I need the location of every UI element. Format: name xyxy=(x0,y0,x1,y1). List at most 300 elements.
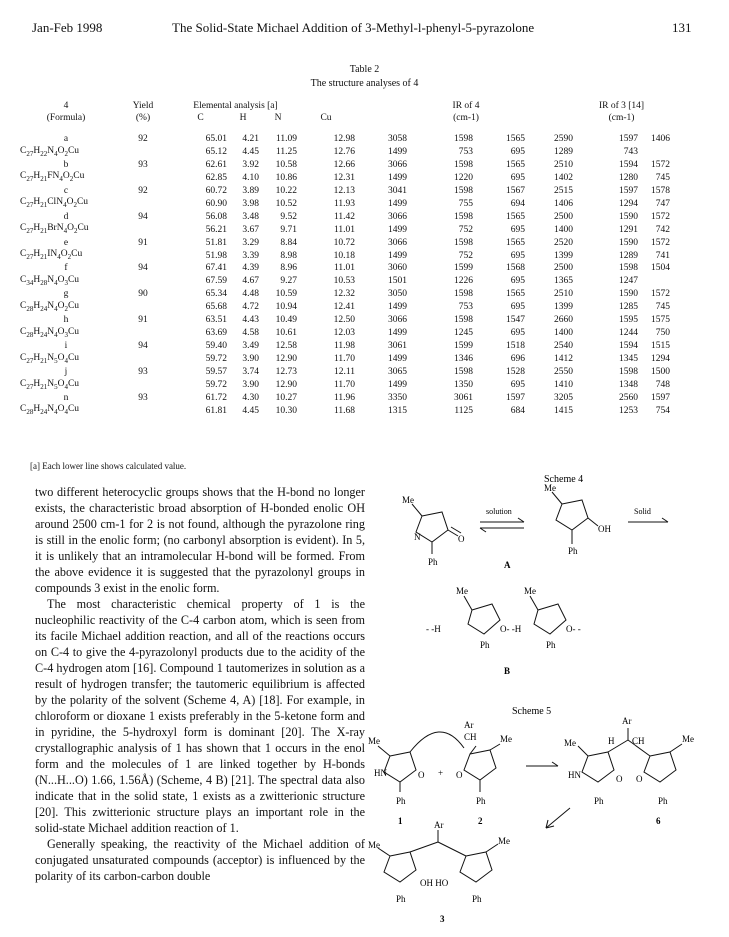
table-cell: 1399 xyxy=(554,302,573,313)
ph-label: Ph xyxy=(396,894,406,904)
oh-label: OH xyxy=(598,524,611,534)
table-cell: 1565 xyxy=(506,134,525,144)
table-cell-compound: h xyxy=(63,315,69,326)
h-label: H xyxy=(608,736,615,746)
table-row xyxy=(20,275,670,289)
table-cell: 695 xyxy=(510,302,525,313)
table-cell: 65.68 xyxy=(205,302,227,313)
hn-label: HN xyxy=(568,770,581,780)
table-cell: 3.92 xyxy=(242,159,259,170)
table-cell: 1528 xyxy=(506,367,525,378)
ph-label: Ph xyxy=(428,557,438,567)
table-cell: 1594 xyxy=(619,341,638,352)
table-cell: 12.50 xyxy=(333,315,355,326)
table-row xyxy=(20,212,670,224)
table-cell: 3.90 xyxy=(242,379,259,390)
table-cell: 753 xyxy=(458,302,473,313)
me-label: Me xyxy=(456,586,468,596)
table-cell: 1598 xyxy=(619,367,638,378)
table-cell: 741 xyxy=(655,250,670,261)
header-ir4: IR of 4 xyxy=(452,101,480,111)
table-cell-compound: $C_{28}H_{24}N_4O_3Cu$ xyxy=(20,326,80,339)
table-cell: 1565 xyxy=(506,211,525,222)
table-cell xyxy=(638,146,670,160)
table-cell: 1598 xyxy=(454,315,473,326)
me-label: Me xyxy=(544,483,556,493)
table-cell: 752 xyxy=(458,250,473,261)
table-cell: 1315 xyxy=(388,405,407,416)
table-cell xyxy=(112,275,174,289)
table-cell: 1415 xyxy=(554,405,573,416)
ar-label: Ar xyxy=(622,716,632,726)
table-cell: 11.70 xyxy=(333,379,355,390)
ph-label: Ph xyxy=(472,894,482,904)
table-cell: 12.03 xyxy=(333,328,355,339)
table-cell: 3050 xyxy=(388,289,407,300)
table-cell: 1572 xyxy=(651,237,670,248)
table-cell: 10.53 xyxy=(333,276,355,287)
table-cell: 3066 xyxy=(388,237,407,248)
table-cell xyxy=(112,379,174,393)
table-cell: 3066 xyxy=(388,211,407,222)
table-cell: 51.98 xyxy=(205,250,227,261)
table-cell: 743 xyxy=(623,146,638,157)
table-cell-compound: g xyxy=(63,289,69,300)
table-cell: 4.67 xyxy=(242,276,259,287)
table-cell-compound: $C_{27}H_{21}N_5O_4Cu$ xyxy=(20,378,80,391)
table-cell: 750 xyxy=(655,328,670,339)
table-cell: 63.69 xyxy=(205,328,227,339)
table-cell: 12.31 xyxy=(333,172,355,183)
table-cell: 12.90 xyxy=(275,379,297,390)
table-cell: 93 xyxy=(138,392,148,403)
table-cell: 2515 xyxy=(554,185,573,196)
table-cell: 1226 xyxy=(454,276,473,287)
table-cell: 11.68 xyxy=(333,405,355,416)
paragraph: two different heterocyclic groups shows that the H-bond no longer exists, the characteristic broad absorption of H-bonded enolic OH around 2500 cm-1 for 2 is not found, although the pyrazolone ring is still in the enolic form; (no carbonyl absorption is evident). In 5, it is unlikely that an intramolecular H-bond will be formed. From the above evidence it is suggested that the pyrazolonyl groups in compounds 3 exist in the enolic form. xyxy=(35,485,365,595)
table-cell: 11.01 xyxy=(333,224,355,235)
o-label: O xyxy=(458,534,465,544)
ph-label: Ph xyxy=(594,796,604,806)
table-cell xyxy=(112,197,174,211)
table-cell: 1504 xyxy=(651,263,670,274)
table-cell: 10.59 xyxy=(275,289,297,300)
table-cell-compound: n xyxy=(63,392,69,403)
table-cell: 1345 xyxy=(619,354,638,365)
table-cell: 10.72 xyxy=(333,237,355,248)
table-cell: 1350 xyxy=(454,379,473,390)
table-cell: 10.86 xyxy=(275,172,297,183)
table-cell: 11.96 xyxy=(333,392,355,403)
table-cell: 1247 xyxy=(619,276,638,287)
table-cell: 4.39 xyxy=(242,263,259,274)
table-cell: 91 xyxy=(138,315,148,326)
table-cell: 695 xyxy=(510,146,525,157)
table-cell: 10.94 xyxy=(275,302,297,313)
table-cell: 62.85 xyxy=(205,172,227,183)
table-cell: 10.18 xyxy=(333,250,355,261)
table-cell-compound: $C_{28}H_{24}N_4O_2Cu$ xyxy=(20,300,80,313)
table-cell: 1499 xyxy=(388,354,407,365)
table-cell xyxy=(112,249,174,263)
table-cell: 65.12 xyxy=(205,146,227,157)
table-cell: 1594 xyxy=(619,159,638,170)
table-cell: 10.52 xyxy=(275,198,297,209)
table-cell: 2510 xyxy=(554,159,573,170)
table-cell: 1294 xyxy=(619,198,638,209)
table-row xyxy=(20,341,670,353)
table-cell: 1406 xyxy=(554,198,573,209)
table-cell: 2520 xyxy=(554,237,573,248)
table-cell: 3058 xyxy=(388,134,407,144)
table-cell: 1410 xyxy=(554,379,573,390)
header-formula: (Formula) xyxy=(46,112,86,123)
scheme-4-title: Scheme 4 xyxy=(544,474,584,485)
header-yield-unit: (%) xyxy=(135,112,151,123)
table-cell: 1575 xyxy=(651,315,670,326)
table-cell: 1499 xyxy=(388,224,407,235)
table-cell-compound: $C_{27}H_{22}N_4O_2Cu$ xyxy=(20,145,80,158)
table-cell: 2560 xyxy=(619,392,638,403)
table-cell-compound: e xyxy=(63,237,69,248)
table-cell: 59.72 xyxy=(205,379,227,390)
table-cell: 4.43 xyxy=(242,315,259,326)
table-cell: 695 xyxy=(510,276,525,287)
table-cell: 1565 xyxy=(506,289,525,300)
me-label: Me xyxy=(368,840,380,850)
table-cell: 1599 xyxy=(454,341,473,352)
table-cell: 1565 xyxy=(506,159,525,170)
table-cell: 4.72 xyxy=(242,302,259,313)
table-cell: 1598 xyxy=(454,134,473,144)
table-cell: 745 xyxy=(655,302,670,313)
table-cell: 4.10 xyxy=(242,172,259,183)
table-row xyxy=(20,263,670,275)
table-row xyxy=(20,367,670,379)
ph-label: Ph xyxy=(546,640,556,650)
table-cell: 60.72 xyxy=(205,185,227,196)
table-row xyxy=(20,353,670,367)
table-row xyxy=(20,146,670,160)
table-cell: 1245 xyxy=(454,328,473,339)
header-date: Jan-Feb 1998 xyxy=(32,20,103,35)
me-label: Me xyxy=(682,734,694,744)
table-cell: 1518 xyxy=(506,341,525,352)
table-cell: 1572 xyxy=(651,159,670,170)
table-cell: 3066 xyxy=(388,159,407,170)
table-cell: 12.11 xyxy=(333,367,355,378)
table-cell: 2590 xyxy=(554,134,573,144)
table-cell-compound: $C_{27}H_{21}N_5O_4Cu$ xyxy=(20,352,80,365)
table-cell: 1590 xyxy=(619,211,638,222)
table-cell: 9.27 xyxy=(280,276,297,287)
solution-label: solution xyxy=(486,507,512,516)
table-cell: 3350 xyxy=(388,392,407,403)
header-cu: Cu xyxy=(320,112,332,123)
table-cell: 4.30 xyxy=(242,392,259,403)
table-cell: 755 xyxy=(458,198,473,209)
table-cell: 1501 xyxy=(388,276,407,287)
table-cell: 4.48 xyxy=(242,289,259,300)
table-cell: 65.01 xyxy=(205,134,227,144)
table-cell: 684 xyxy=(510,405,525,416)
table-cell: 12.41 xyxy=(333,302,355,313)
label-b: B xyxy=(504,666,511,676)
table-cell: 1567 xyxy=(506,185,525,196)
table-cell: 10.22 xyxy=(275,185,297,196)
table-cell: 1365 xyxy=(554,276,573,287)
hn-label: HN xyxy=(374,768,387,778)
table-cell: 3041 xyxy=(388,185,407,196)
table-cell: 62.61 xyxy=(205,159,227,170)
table-cell: 11.93 xyxy=(333,198,355,209)
label-a: A xyxy=(504,560,511,570)
table-cell: 61.72 xyxy=(205,392,227,403)
ph-label: Ph xyxy=(396,796,406,806)
table-cell: 1253 xyxy=(619,405,638,416)
table-cell-compound: $C_{28}H_{24}N_4O_4Cu$ xyxy=(20,404,80,417)
table-cell: 1590 xyxy=(619,289,638,300)
table-cell: 12.76 xyxy=(333,146,355,157)
table-cell: 1568 xyxy=(506,263,525,274)
table-cell: 2500 xyxy=(554,263,573,274)
hbond-right: O- - xyxy=(566,624,581,634)
table-cell: 10.27 xyxy=(275,392,297,403)
ph-label: Ph xyxy=(480,640,490,650)
table-cell: 1499 xyxy=(388,146,407,157)
table-cell: 12.98 xyxy=(333,134,355,144)
table-cell: 3061 xyxy=(454,392,473,403)
table-cell: 1399 xyxy=(554,250,573,261)
table-cell: 1572 xyxy=(651,289,670,300)
table-cell: 1499 xyxy=(388,250,407,261)
table-row xyxy=(20,315,670,327)
me-label: Me xyxy=(368,736,380,746)
table-cell-compound: $C_{27}H_{21}BrN_4O_2Cu$ xyxy=(20,223,89,236)
table-cell: 61.81 xyxy=(205,405,227,416)
table-row xyxy=(20,289,670,301)
table-cell: 1598 xyxy=(454,237,473,248)
table-cell: 8.98 xyxy=(280,250,297,261)
label-3: 3 xyxy=(440,914,445,924)
table-header-row xyxy=(20,101,670,113)
table-cell: 1499 xyxy=(388,302,407,313)
paragraph: Generally speaking, the reactivity of the Michael addition of conjugated unsaturated compounds (acceptor) is influenced by the polarity of its carbon-carbon double xyxy=(35,837,365,883)
table-row xyxy=(20,134,670,146)
table-cell: 1499 xyxy=(388,172,407,183)
ph-label: Ph xyxy=(476,796,486,806)
table-cell-compound: d xyxy=(63,211,69,222)
table-cell: 745 xyxy=(655,172,670,183)
table-cell: 695 xyxy=(510,224,525,235)
table-cell: 1598 xyxy=(454,159,473,170)
table-cell: 695 xyxy=(510,379,525,390)
table-cell: 1578 xyxy=(651,185,670,196)
table-cell: 1598 xyxy=(454,185,473,196)
table-cell: 1289 xyxy=(619,250,638,261)
label-1: 1 xyxy=(398,816,403,826)
me-label: Me xyxy=(524,586,536,596)
table-cell: 3.67 xyxy=(242,224,259,235)
table-cell: 1597 xyxy=(619,185,638,196)
table-cell-compound: i xyxy=(64,341,68,352)
table-cell: 1572 xyxy=(651,211,670,222)
table-row xyxy=(20,379,670,393)
table-cell: 3.90 xyxy=(242,354,259,365)
ar-label: Ar xyxy=(464,720,474,730)
table-cell: 3066 xyxy=(388,315,407,326)
table-cell: 1499 xyxy=(388,198,407,209)
table-cell: 90 xyxy=(138,289,148,300)
table-cell: 2540 xyxy=(554,341,573,352)
solid-label: Solid xyxy=(634,507,651,516)
table-cell: 1400 xyxy=(554,224,573,235)
table-cell: 12.66 xyxy=(333,159,355,170)
oh-ho-label: OH HO xyxy=(420,878,449,888)
header-ir3: IR of 3 [14] xyxy=(598,101,645,111)
o-label: O xyxy=(616,774,623,784)
table-cell: 67.41 xyxy=(205,263,227,274)
table-cell xyxy=(112,327,174,341)
scheme-5-figure xyxy=(360,700,720,932)
table-cell xyxy=(112,404,174,418)
table-cell: 1400 xyxy=(554,328,573,339)
scheme-4-figure xyxy=(372,470,712,690)
me-label: Me xyxy=(498,836,510,846)
ch-label: CH xyxy=(464,732,477,742)
table-cell: 1598 xyxy=(454,211,473,222)
table-cell: 8.84 xyxy=(280,237,297,248)
table-cell xyxy=(112,171,174,185)
o-label: O xyxy=(456,770,463,780)
table-cell: 65.34 xyxy=(205,289,227,300)
table-cell: 1597 xyxy=(506,392,525,403)
table-cell: 94 xyxy=(138,263,148,274)
table-cell: 1244 xyxy=(619,328,638,339)
table-cell: 59.57 xyxy=(205,367,227,378)
table-cell: 3.89 xyxy=(242,185,259,196)
table-cell: 12.32 xyxy=(333,289,355,300)
table-cell: 695 xyxy=(510,328,525,339)
table-cell: 1346 xyxy=(454,354,473,365)
ar-label: Ar xyxy=(434,820,444,830)
table-cell-compound: a xyxy=(63,134,69,144)
table-cell: 1289 xyxy=(554,146,573,157)
table-cell: 747 xyxy=(655,198,670,209)
table-cell-compound: c xyxy=(63,185,69,196)
table-row xyxy=(20,197,670,211)
table-cell-compound: j xyxy=(64,367,68,378)
paragraph: The most characteristic chemical property of 1 is the nucleophilic reactivity of the C-4 carbon atom, which is seen from its facile Michael addition reaction, and all of the reactions occurs on C-4 to give the 4-pyrazolonyl products due to the acidity of the C-4 hydrogen atom [16]. Compound 1 tautomerizes in solution as a result of hydrogen transfer; the tautomeric equilibrium is affected by the polarity of the solvent (Scheme 4, A) [18]. For example, in chloroform or dioxane 1 exists preferably in the 5-ketone form and in pyridine, the 5-hydroxyl form is dominant [20]. The X-ray crystallographic analysis of 1 has shown that 1 occurs in the enol form and the molecules of 1 are linked together by H-bonds (N...H...O) 1.66, 1.56Å) (Scheme, 4 B) [21]. The spectral data also indicate that in the solid state, 1 exists as a zwitterionic structure [20]. This zwitterionic structure plays an important role in the solid-state Michael addition reaction of 1. xyxy=(35,597,365,835)
table-cell: 12.13 xyxy=(333,185,355,196)
table-cell: 9.71 xyxy=(280,224,297,235)
table-cell: 12.73 xyxy=(275,367,297,378)
table-cell: 11.98 xyxy=(333,341,355,352)
table-cell: 695 xyxy=(510,172,525,183)
table-cell: 51.81 xyxy=(205,237,227,248)
table-cell: 1500 xyxy=(651,367,670,378)
table-cell: 10.58 xyxy=(275,159,297,170)
table-cell: 92 xyxy=(138,134,148,144)
table-cell xyxy=(112,223,174,237)
table-cell-compound: $C_{27}H_{21}FN_4O_2Cu$ xyxy=(20,171,85,184)
table-cell xyxy=(112,353,174,367)
table-cell: 1598 xyxy=(619,263,638,274)
running-title: The Solid-State Michael Addition of 3-Methyl-l-phenyl-5-pyrazolone xyxy=(172,20,535,35)
body-text xyxy=(35,484,365,884)
table-cell: 1599 xyxy=(454,263,473,274)
structure-analyses-table xyxy=(20,101,670,419)
header-c: C xyxy=(197,112,204,123)
table-cell: 1348 xyxy=(619,379,638,390)
table-cell: 1406 xyxy=(651,134,670,144)
label-6: 6 xyxy=(656,816,661,826)
header-ir4-unit: (cm-1) xyxy=(453,112,479,123)
table-cell: 91 xyxy=(138,237,148,248)
table-row xyxy=(20,404,670,418)
table-cell: 1499 xyxy=(388,379,407,390)
header-elemental: Elemental analysis [a] xyxy=(193,101,278,111)
ch-label: CH xyxy=(632,736,645,746)
table-cell-compound: f xyxy=(64,263,68,274)
table-cell: 752 xyxy=(458,224,473,235)
table-cell: 11.25 xyxy=(275,146,297,157)
table-cell: 67.59 xyxy=(205,276,227,287)
header-yield: Yield xyxy=(132,101,154,111)
table-cell: 94 xyxy=(138,211,148,222)
table-cell: 59.40 xyxy=(205,341,227,352)
table-row xyxy=(20,301,670,315)
table-cell-compound: $C_{34}H_{28}N_4O_3Cu$ xyxy=(20,274,80,287)
ph-label: Ph xyxy=(658,796,668,806)
table-subheader-row xyxy=(20,113,670,125)
table-cell: 2500 xyxy=(554,211,573,222)
table-cell: 1125 xyxy=(454,405,473,416)
table-row xyxy=(20,160,670,172)
table-row xyxy=(20,223,670,237)
table-cell: 1547 xyxy=(506,315,525,326)
table-cell: 1280 xyxy=(619,172,638,183)
table-cell: 2550 xyxy=(554,367,573,378)
table-cell: 3.48 xyxy=(242,211,259,222)
label-2: 2 xyxy=(478,816,483,826)
table-cell: 63.51 xyxy=(205,315,227,326)
table-cell: 11.42 xyxy=(333,211,355,222)
table-cell: 748 xyxy=(655,379,670,390)
table-cell: 1285 xyxy=(619,302,638,313)
table-cell: 1499 xyxy=(388,328,407,339)
table-cell xyxy=(112,301,174,315)
table-caption: Table 2 xyxy=(349,64,380,75)
table-row xyxy=(20,238,670,250)
table-cell: 10.49 xyxy=(275,315,297,326)
table-cell: 3.49 xyxy=(242,341,259,352)
table-cell: 60.90 xyxy=(205,198,227,209)
table-cell-compound: $C_{27}H_{21}ClN_4O_2Cu$ xyxy=(20,197,89,210)
table-cell: 1220 xyxy=(454,172,473,183)
table-cell: 11.70 xyxy=(333,354,355,365)
table-cell: 1595 xyxy=(619,315,638,326)
table-cell: 56.08 xyxy=(205,211,227,222)
table-cell: 56.21 xyxy=(205,224,227,235)
table-row xyxy=(20,327,670,341)
table-cell: 1598 xyxy=(454,367,473,378)
table-cell: 2660 xyxy=(554,315,573,326)
table-cell: 3061 xyxy=(388,341,407,352)
table-cell: 3.39 xyxy=(242,250,259,261)
table-cell: 3.74 xyxy=(242,367,259,378)
table-cell: 694 xyxy=(510,198,525,209)
